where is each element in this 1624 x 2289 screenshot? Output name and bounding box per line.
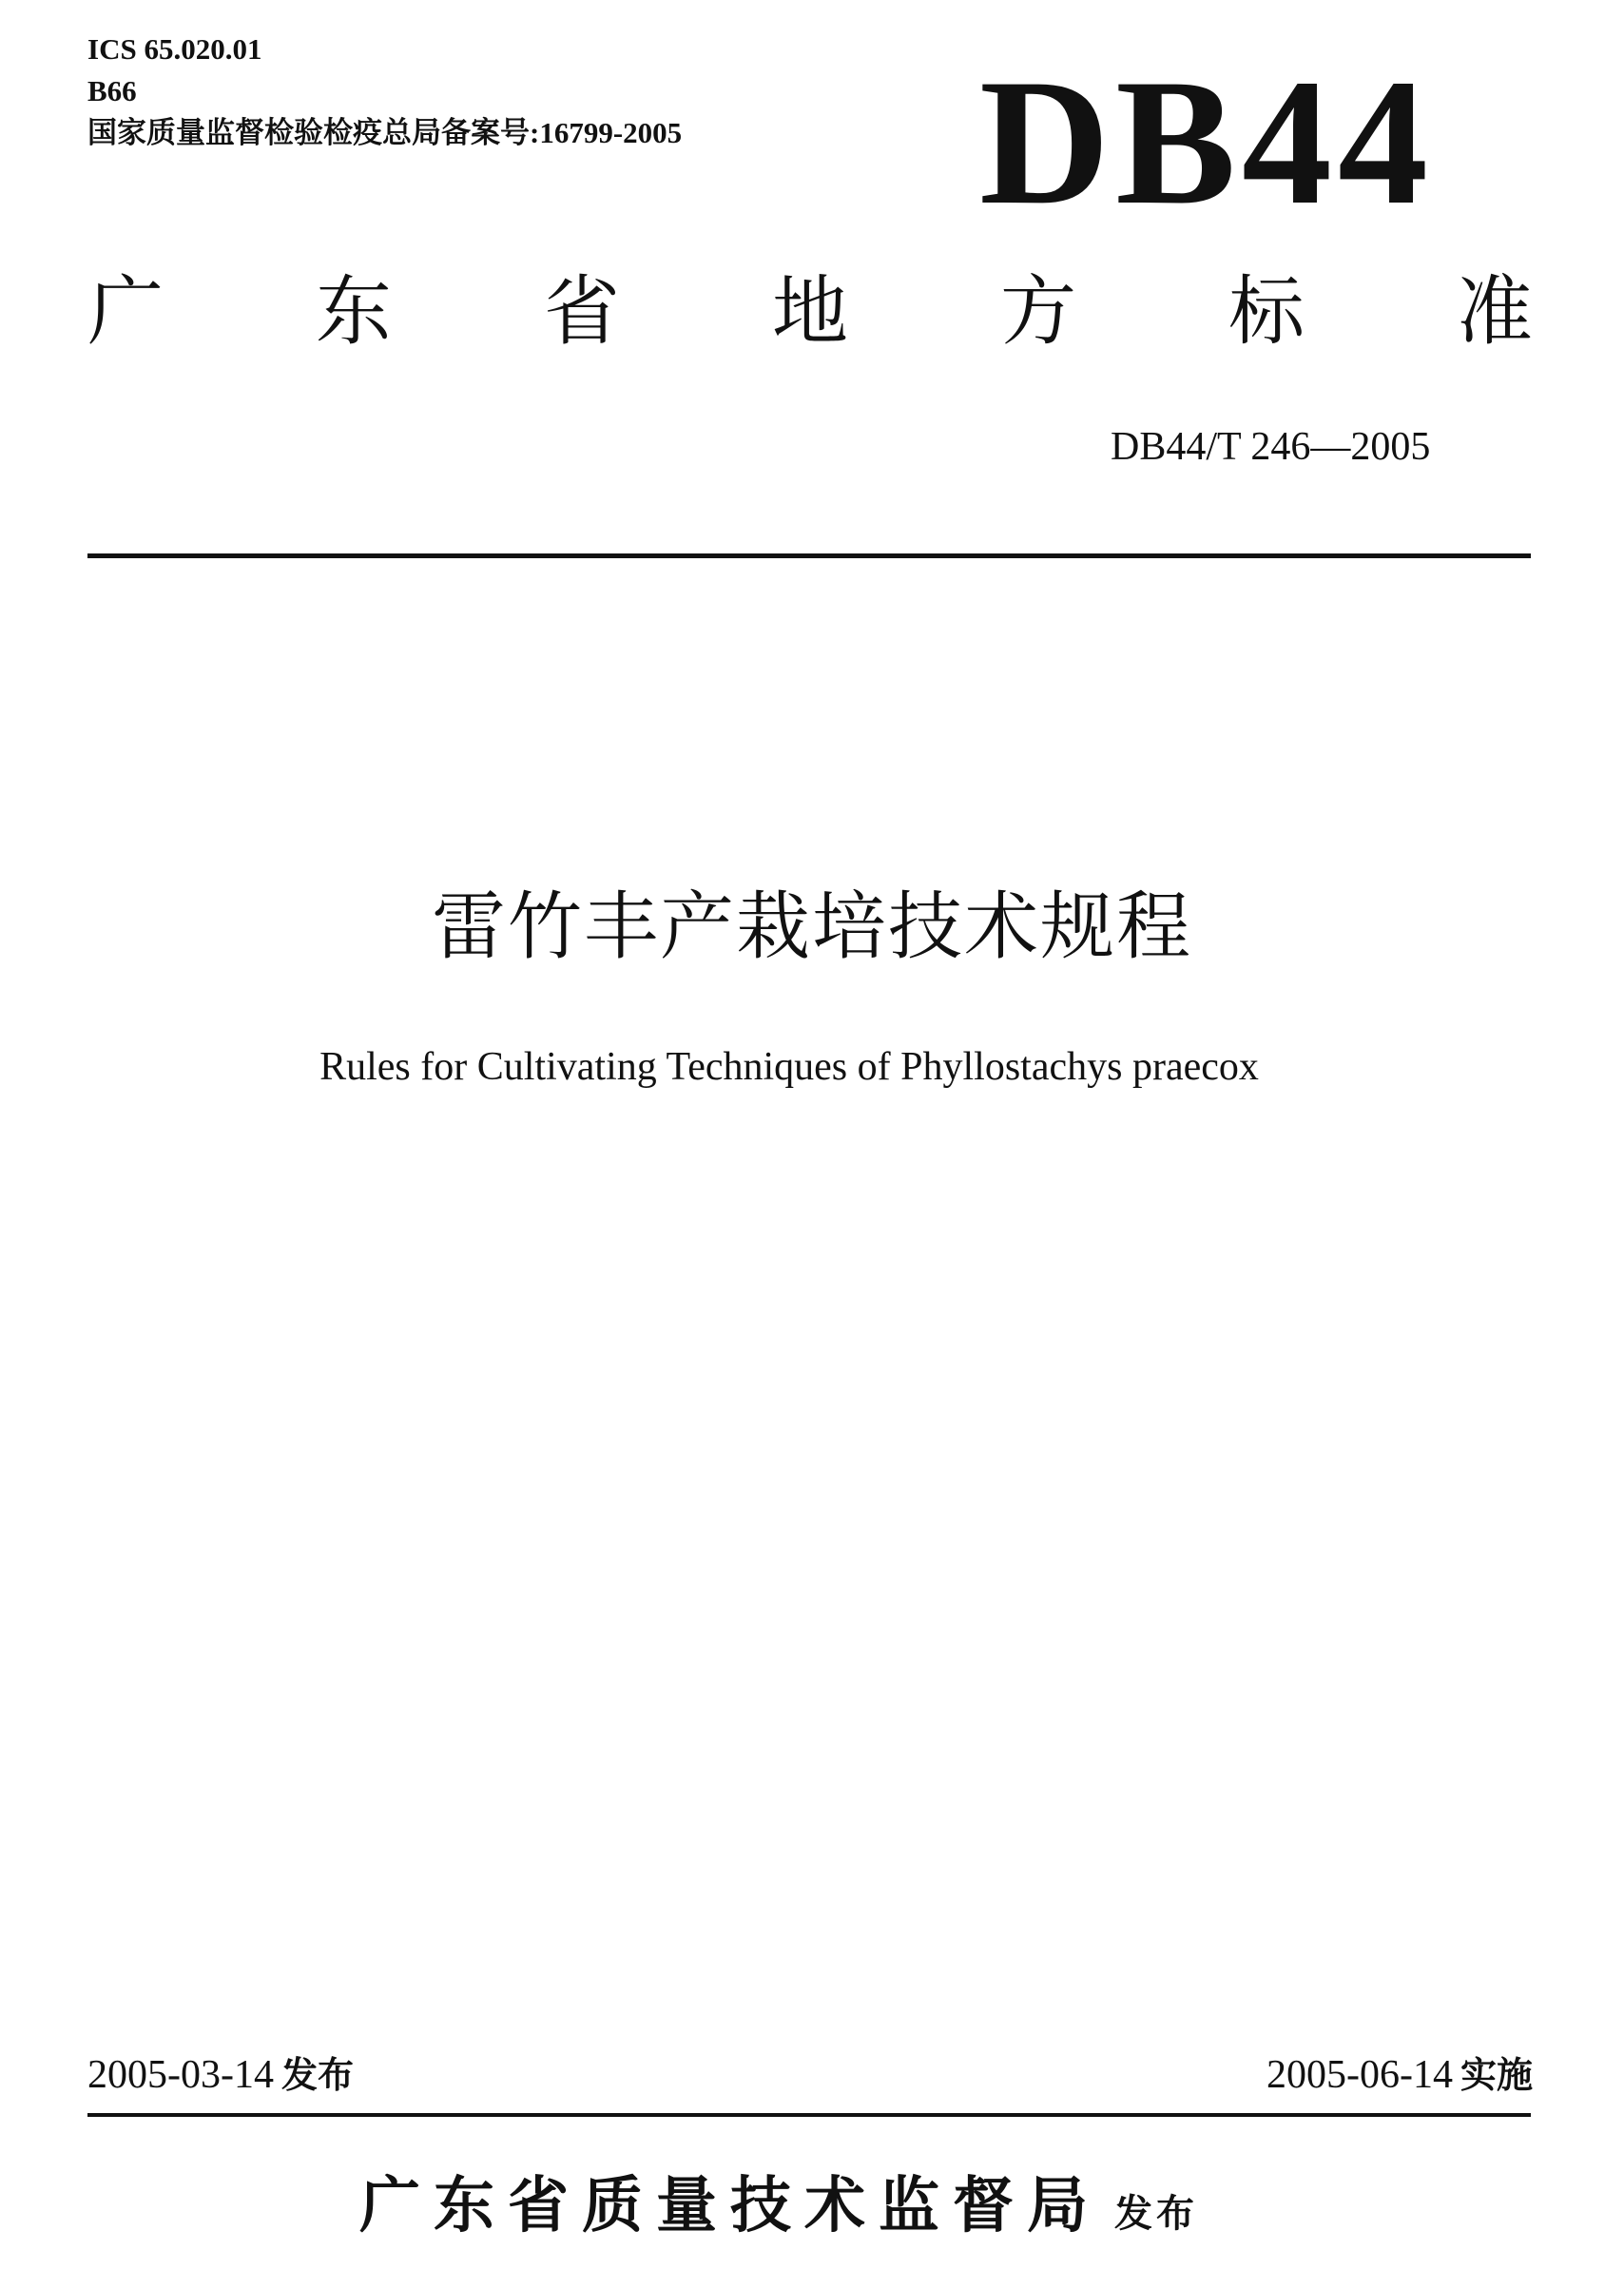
standard-type-char: 东 (316, 267, 392, 356)
issue-date-value: 2005-03-14 (87, 2053, 274, 2097)
effective-date-value: 2005-06-14 (1266, 2053, 1453, 2097)
header-meta (87, 29, 682, 154)
db44-logo: DB44 (979, 43, 1434, 242)
issue-date (87, 2047, 354, 2104)
bottom-divider (87, 2113, 1531, 2117)
standard-type-heading (87, 264, 1533, 359)
ccs-code: B66 (87, 74, 137, 107)
standard-type-char: 标 (1228, 267, 1305, 356)
standard-code: DB44/T 246—2005 (1111, 425, 1431, 469)
standard-type-char: 省 (544, 267, 620, 356)
standard-type-char: 方 (1000, 267, 1076, 356)
issue-date-label: 发布 (280, 2054, 354, 2096)
ics-code: ICS 65.020.01 (87, 32, 262, 66)
top-divider (87, 553, 1531, 558)
effective-date-label: 实施 (1460, 2054, 1533, 2096)
standard-type-char: 准 (1457, 267, 1533, 356)
title-chinese: 雷竹丰产栽培技术规程 (431, 884, 1192, 970)
standard-type-char: 广 (87, 267, 164, 356)
issuer (359, 2157, 1198, 2244)
dates-row (87, 2047, 1533, 2104)
effective-date (1266, 2047, 1533, 2104)
title-english: Rules for Cultivating Techniques of Phyllostachys praecox (319, 1045, 1259, 1089)
issuer-suffix: 发布 (1114, 2192, 1198, 2236)
issuer-name: 广东省质量技术监督局 (359, 2171, 1101, 2241)
standard-type-char: 地 (772, 267, 848, 356)
filing-number: 国家质量监督检验检疫总局备案号:16799-2005 (87, 116, 683, 149)
